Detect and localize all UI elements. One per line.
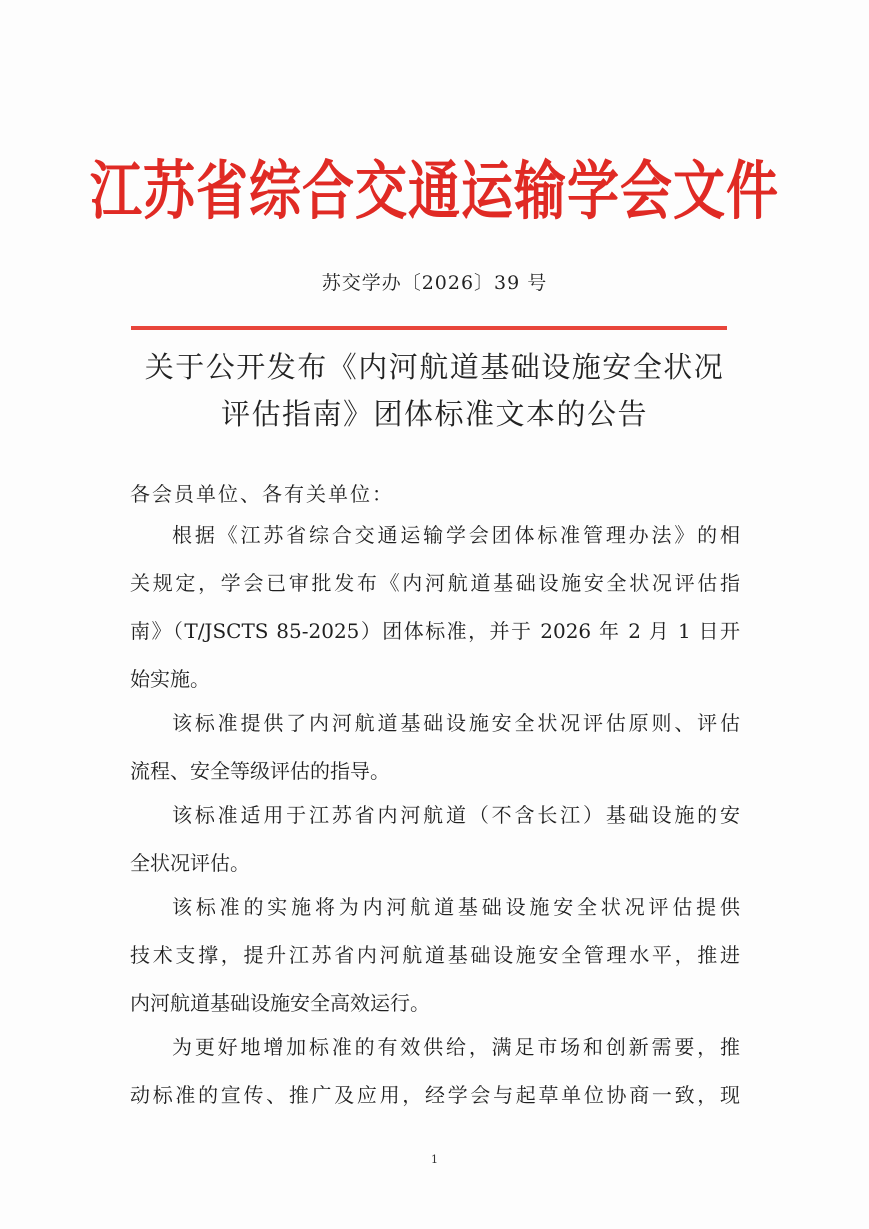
paragraph-1-line-1: 根据《江苏省综合交通运输学会团体标准管理办法》的相	[172, 523, 740, 547]
document-number: 苏交学办〔2026〕39 号	[321, 272, 548, 294]
paragraph-2-line-1: 该标准提供了内河航道基础设施安全状况评估原则、评估	[172, 711, 740, 735]
paragraph-1-line-2: 关规定，学会已审批发布《内河航道基础设施安全状况评估指	[130, 571, 740, 595]
paragraph-1-line-3: 南》（T/JSCTS 85-2025）团体标准，并于 2026 年 2 月 1 日开	[130, 619, 740, 643]
paragraph-1-line-4: 始实施。	[130, 667, 210, 691]
paragraph-2-line-2: 流程、安全等级评估的指导。	[130, 759, 390, 783]
paragraph-3-line-2: 全状况评估。	[130, 851, 250, 875]
red-divider	[131, 326, 727, 330]
paragraph-3-line-1: 该标准适用于江苏省内河航道（不含长江）基础设施的安	[172, 803, 740, 827]
org-header: 江苏省综合交通运输学会文件	[89, 154, 779, 230]
salutation: 各会员单位、各有关单位：	[130, 482, 394, 506]
paragraph-5-line-2: 动标准的宣传、推广及应用，经学会与起草单位协商一致，现	[130, 1083, 740, 1107]
paragraph-4-line-2: 技术支撑，提升江苏省内河航道基础设施安全管理水平，推进	[130, 943, 740, 967]
paragraph-4-line-3: 内河航道基础设施安全高效运行。	[130, 991, 430, 1015]
paragraph-4-line-1: 该标准的实施将为内河航道基础设施安全状况评估提供	[172, 895, 740, 919]
title-line-2: 评估指南》团体标准文本的公告	[220, 397, 648, 431]
title-line-1: 关于公开发布《内河航道基础设施安全状况	[144, 350, 725, 384]
paragraph-5-line-1: 为更好地增加标准的有效供给，满足市场和创新需要，推	[172, 1035, 740, 1059]
page-number: 1	[431, 1153, 438, 1166]
